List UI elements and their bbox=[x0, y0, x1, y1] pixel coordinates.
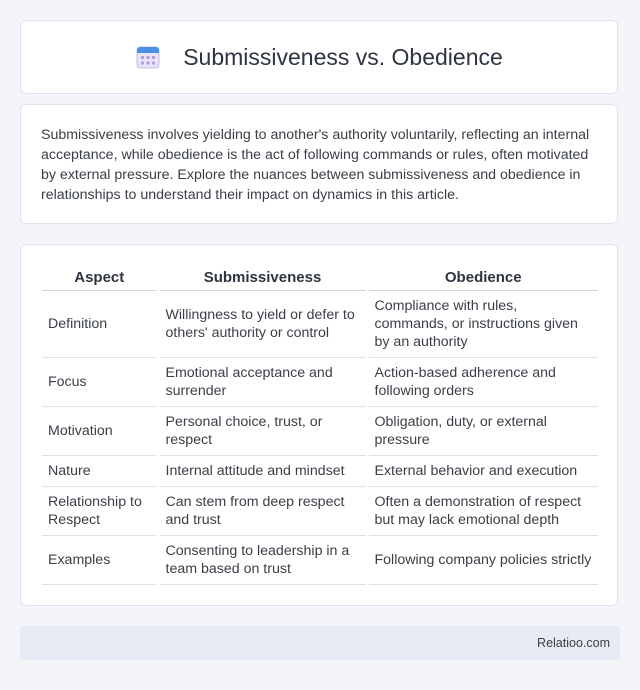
row-obedience: Obligation, duty, or external pressure bbox=[367, 407, 598, 456]
table-header-row bbox=[42, 265, 598, 291]
row-obedience: Following company policies strictly bbox=[367, 536, 598, 585]
intro-paragraph: Submissiveness involves yielding to another's authority voluntarily, reflecting an internal acceptance, while obedience is the act of following commands or rules, often motivated by external pressure. Explore the nuances between submissiveness and obedience in relationships to understand their impact on dynamics in this article. bbox=[41, 127, 590, 203]
header-submissiveness: Submissiveness bbox=[158, 265, 367, 291]
row-submissiveness: Internal attitude and mindset bbox=[158, 456, 367, 487]
row-submissiveness: Willingness to yield or defer to others' authority or control bbox=[158, 291, 367, 358]
row-aspect: Definition bbox=[42, 291, 158, 358]
header-aspect: Aspect bbox=[42, 265, 158, 291]
row-aspect: Relationship to Respect bbox=[42, 487, 158, 536]
row-aspect: Motivation bbox=[42, 407, 158, 456]
comparison-table bbox=[42, 265, 598, 585]
row-submissiveness: Consenting to leadership in a team based on trust bbox=[158, 536, 367, 585]
row-obedience: Compliance with rules, commands, or instructions given by an authority bbox=[367, 291, 598, 358]
title-card bbox=[20, 20, 618, 94]
calendar-icon bbox=[135, 44, 161, 70]
row-obedience: External behavior and execution bbox=[367, 456, 598, 487]
table-row bbox=[42, 487, 598, 536]
intro-card bbox=[20, 104, 618, 224]
row-submissiveness: Emotional acceptance and surrender bbox=[158, 358, 367, 407]
comparison-card bbox=[20, 244, 618, 606]
table-row bbox=[42, 291, 598, 358]
row-aspect: Examples bbox=[42, 536, 158, 585]
table-row bbox=[42, 358, 598, 407]
table-row bbox=[42, 536, 598, 585]
table-row bbox=[42, 407, 598, 456]
header-obedience: Obedience bbox=[367, 265, 598, 291]
row-aspect: Nature bbox=[42, 456, 158, 487]
page-title: Submissiveness vs. Obedience bbox=[183, 43, 503, 70]
row-aspect: Focus bbox=[42, 358, 158, 407]
footer-site-name: Relatioo.com bbox=[537, 636, 610, 650]
row-submissiveness: Personal choice, trust, or respect bbox=[158, 407, 367, 456]
row-obedience: Action-based adherence and following orders bbox=[367, 358, 598, 407]
table-row bbox=[42, 456, 598, 487]
title-wrap bbox=[135, 44, 503, 71]
footer bbox=[20, 626, 620, 660]
row-obedience: Often a demonstration of respect but may lack emotional depth bbox=[367, 487, 598, 536]
row-submissiveness: Can stem from deep respect and trust bbox=[158, 487, 367, 536]
